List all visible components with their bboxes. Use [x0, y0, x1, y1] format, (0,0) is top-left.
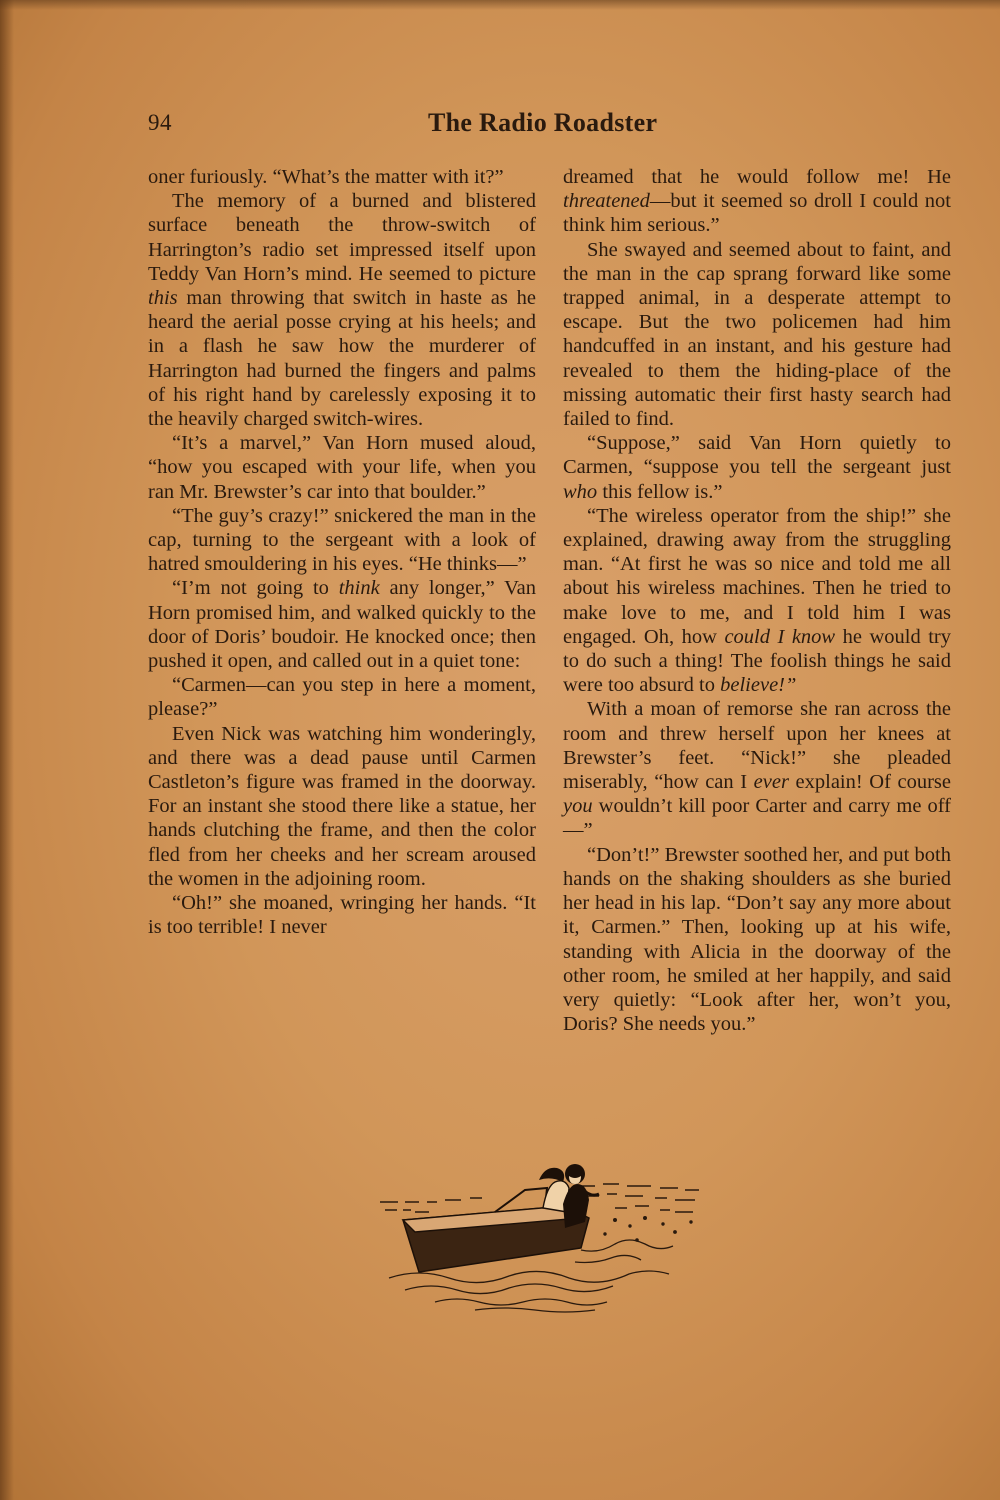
paragraph-text: oner furiously. “What’s the matter with it?” [148, 166, 504, 188]
paragraph-text: —but it seemed so droll I could not think him serious.” [563, 190, 951, 237]
page-edge-shadow [0, 0, 14, 1500]
paragraph-text: any longer,” Van Horn promised him, and walked quickly to the door of Doris’ boudoir. He knocked once; then pushed it open, and called out in a quiet tone: [148, 577, 536, 673]
paragraph-text: explain! Of course [788, 771, 951, 794]
emphasized-text: who [563, 480, 598, 503]
paragraph-text: “Suppose,” said Van Horn quietly to Carmen, “suppose you tell the sergeant just [563, 432, 951, 479]
paragraph-text: “Don’t!” Brewster soothed her, and put both hands on the shaking shoulders as she buried her head in his lap. “Don’t say any more about it, Carmen.” Then, looking up at his wife, standing with Alicia in the doorway of the other room, he smiled at her happily, and said very quietly: “Look after her, won’t you, Doris? She needs you.” [563, 843, 951, 1036]
paragraph-text: “Oh!” she moaned, wringing her hands. “It is too terrible! I never [148, 892, 536, 939]
paragraph [563, 843, 951, 1037]
paragraph-text: man throwing that switch in haste as he heard the aerial posse crying at his heels; and in a flash he saw how the murderer of Harrington had burned the fingers and palms of his right hand by carelessly exposing it to the heavily charged switch-wires. [148, 287, 536, 431]
paragraph-text: “The guy’s crazy!” snickered the man in the cap, turning to the sergeant with a look of hatred smouldering in his eyes. “He thinks—” [148, 504, 536, 576]
emphasized-text: threatened [563, 190, 650, 213]
paragraph [148, 576, 536, 673]
emphasized-text: this [148, 287, 178, 310]
paragraph-text: wouldn’t kill poor Carter and carry me off—” [563, 795, 951, 842]
paragraph [563, 431, 951, 504]
paragraph [148, 431, 536, 504]
paragraph [563, 504, 951, 698]
paragraph-text: “Carmen—can you step in here a moment, please?” [148, 674, 536, 721]
paragraph [563, 165, 951, 238]
paragraph-text: dreamed that he would follow me! He [563, 166, 951, 188]
paragraph [148, 189, 536, 431]
running-head [148, 110, 948, 144]
paragraph [148, 722, 536, 891]
paragraph [563, 238, 951, 432]
paragraph [563, 697, 951, 842]
paragraph [148, 504, 536, 577]
page-top-shadow [0, 0, 1000, 10]
paragraph-text: She swayed and seemed about to faint, and the man in the cap sprang forward like some trapped animal, in a desperate attempt to escape. But the two policemen had him handcuffed in an instant, and his gesture had revealed to them the hiding-place of the missing automatic their first hasty search had failed to find. [563, 238, 951, 431]
running-title: The Radio Roadster [428, 108, 658, 137]
paragraph [148, 165, 536, 189]
paragraph-text: “I’m not going to [172, 577, 339, 600]
paragraph-text: With a moan of remorse she ran across the room and threw herself upon her knees at Brewster’s feet. “Nick!” she pleaded miserably, “how can I [563, 698, 951, 794]
paragraph-text: “The wireless operator from the ship!” she explained, drawing away from the struggling man. “At first he was so nice and told me all about his wireless machines. Then he tried to make love to me, and I told him I was engaged. Oh, how [563, 504, 951, 648]
speedboat-drawing [375, 1160, 715, 1320]
paragraph-text: this fellow is.” [597, 480, 723, 503]
emphasized-text: believe!” [720, 674, 797, 697]
emphasized-text: you [563, 795, 593, 818]
paragraph-text: “It’s a marvel,” Van Horn mused aloud, “how you escaped with your life, when you ran Mr. Brewster’s car into that boulder.” [148, 432, 536, 503]
paragraph-text: The memory of a burned and blistered surface beneath the throw-switch of Harrington’s radio set impressed itself upon Teddy Van Horn’s mind. He seemed to picture [148, 190, 536, 285]
right-text-column [563, 165, 951, 1036]
paragraph-text: Even Nick was watching him wonderingly, and there was a dead pause until Carmen Castleton’s figure was framed in the doorway. For an instant she stood there like a statue, her hands clutching the frame, and then the color fled from her cheeks and her scream aroused the women in the adjoining room. [148, 722, 536, 890]
paragraph [148, 891, 536, 939]
speedboat-illustration [375, 1160, 715, 1320]
left-text-column [148, 165, 536, 940]
emphasized-text: ever [753, 771, 789, 794]
page-number: 94 [148, 110, 172, 135]
emphasized-text: think [338, 577, 380, 600]
emphasized-text: could I know [724, 625, 836, 648]
paragraph [148, 673, 536, 721]
paragraph-text: he would try to do such a thing! The foolish things he said were too absurd to [563, 625, 952, 697]
